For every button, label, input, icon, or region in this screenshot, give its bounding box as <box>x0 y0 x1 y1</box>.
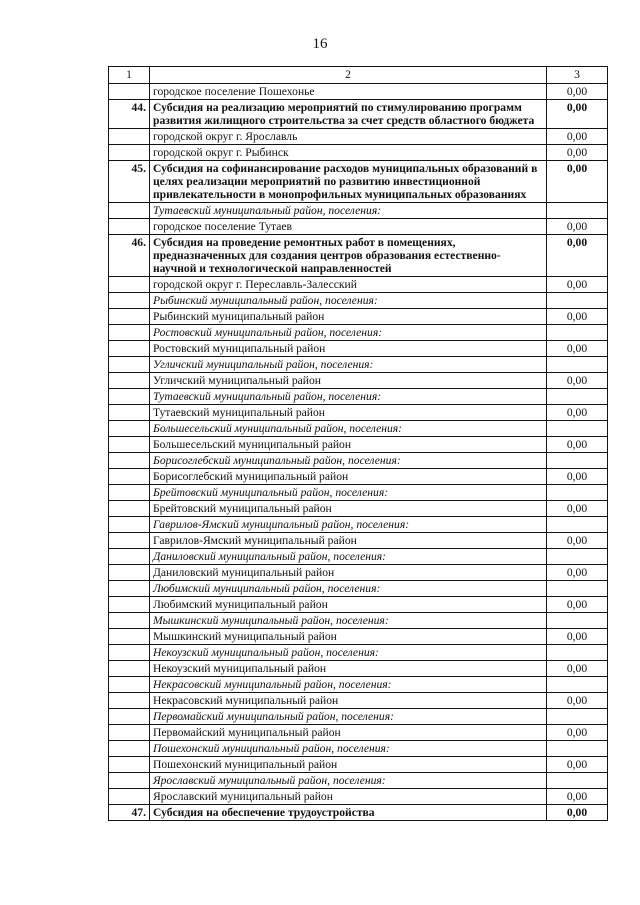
table-header-row <box>109 67 608 84</box>
row-number-cell <box>109 309 150 325</box>
row-description-cell: Рыбинский муниципальный район <box>150 309 547 325</box>
row-description-cell: Рыбинский муниципальный район, поселения: <box>150 293 547 309</box>
row-number-cell <box>109 389 150 405</box>
row-amount-cell: 0,00 <box>547 661 608 677</box>
row-number-cell <box>109 597 150 613</box>
row-description-cell: Ярославский муниципальный район <box>150 789 547 805</box>
table-row <box>109 145 608 161</box>
row-description-cell: Некрасовский муниципальный район, поселения: <box>150 677 547 693</box>
header-col-2: 2 <box>150 67 547 84</box>
row-number-cell <box>109 203 150 219</box>
row-description-cell: Мышкинский муниципальный район, поселения: <box>150 613 547 629</box>
row-amount-cell <box>547 549 608 565</box>
row-amount-cell: 0,00 <box>547 693 608 709</box>
table-row <box>109 325 608 341</box>
row-number-cell <box>109 325 150 341</box>
table-row <box>109 469 608 485</box>
row-number-cell <box>109 293 150 309</box>
table-row <box>109 725 608 741</box>
row-description-cell: Ярославский муниципальный район, поселения: <box>150 773 547 789</box>
row-description-cell: Угличский муниципальный район <box>150 373 547 389</box>
table-row <box>109 235 608 277</box>
table-row <box>109 773 608 789</box>
row-description-cell: городское поселение Пошехонье <box>150 84 547 100</box>
table-row <box>109 373 608 389</box>
row-description-cell: Пошехонский муниципальный район, поселения: <box>150 741 547 757</box>
table-row <box>109 161 608 203</box>
row-number-cell: 44. <box>109 100 150 129</box>
row-description-cell: городской округ г. Рыбинск <box>150 145 547 161</box>
row-amount-cell <box>547 645 608 661</box>
row-number-cell: 45. <box>109 161 150 203</box>
row-amount-cell: 0,00 <box>547 501 608 517</box>
row-number-cell <box>109 565 150 581</box>
row-amount-cell: 0,00 <box>547 219 608 235</box>
row-number-cell: 47. <box>109 805 150 821</box>
row-description-cell: Ростовский муниципальный район <box>150 341 547 357</box>
row-description-cell: Даниловский муниципальный район, поселения: <box>150 549 547 565</box>
row-amount-cell <box>547 453 608 469</box>
row-amount-cell: 0,00 <box>547 100 608 129</box>
table-row <box>109 357 608 373</box>
table-row <box>109 757 608 773</box>
row-number-cell <box>109 277 150 293</box>
row-description-cell: Даниловский муниципальный район <box>150 565 547 581</box>
table-row <box>109 405 608 421</box>
row-number-cell <box>109 549 150 565</box>
table-row <box>109 533 608 549</box>
row-amount-cell: 0,00 <box>547 437 608 453</box>
row-amount-cell: 0,00 <box>547 725 608 741</box>
row-description-cell: Гаврилов-Ямский муниципальный район, поселения: <box>150 517 547 533</box>
table-row <box>109 645 608 661</box>
row-amount-cell: 0,00 <box>547 84 608 100</box>
row-number-cell <box>109 773 150 789</box>
row-number-cell <box>109 533 150 549</box>
row-number-cell <box>109 661 150 677</box>
table-row <box>109 453 608 469</box>
row-number-cell <box>109 501 150 517</box>
row-description-cell: Некрасовский муниципальный район <box>150 693 547 709</box>
row-description-cell: Мышкинский муниципальный район <box>150 629 547 645</box>
row-number-cell <box>109 725 150 741</box>
row-amount-cell <box>547 517 608 533</box>
row-amount-cell <box>547 421 608 437</box>
row-number-cell <box>109 709 150 725</box>
row-description-cell: Субсидия на реализацию мероприятий по стимулированию программ развития жилищного строительства за счет средств областного бюджета <box>150 100 547 129</box>
row-amount-cell <box>547 325 608 341</box>
row-number-cell: 46. <box>109 235 150 277</box>
page-number: 16 <box>312 36 328 52</box>
row-number-cell <box>109 757 150 773</box>
table-row <box>109 277 608 293</box>
row-description-cell: Любимский муниципальный район, поселения: <box>150 581 547 597</box>
row-description-cell: Субсидия на обеспечение трудоустройства <box>150 805 547 821</box>
table-row <box>109 565 608 581</box>
row-description-cell: Любимский муниципальный район <box>150 597 547 613</box>
row-number-cell <box>109 421 150 437</box>
row-number-cell <box>109 405 150 421</box>
row-number-cell <box>109 437 150 453</box>
row-amount-cell: 0,00 <box>547 277 608 293</box>
row-number-cell <box>109 485 150 501</box>
row-description-cell: Борисоглебский муниципальный район, поселения: <box>150 453 547 469</box>
row-description-cell: Субсидия на проведение ремонтных работ в помещениях, предназначенных для создания центров образования естественно-научной и технологической направленностей <box>150 235 547 277</box>
row-number-cell <box>109 453 150 469</box>
row-description-cell: Брейтовский муниципальный район, поселения: <box>150 485 547 501</box>
row-amount-cell <box>547 613 608 629</box>
table-row <box>109 84 608 100</box>
row-amount-cell <box>547 773 608 789</box>
row-description-cell: Субсидия на софинансирование расходов муниципальных образований в целях реализации мероприятий по развитию инвестиционной привлекательности в монопрофильных муниципальных образованиях <box>150 161 547 203</box>
row-amount-cell: 0,00 <box>547 373 608 389</box>
header-col-3: 3 <box>547 67 608 84</box>
row-number-cell <box>109 341 150 357</box>
row-description-cell: Некоузский муниципальный район, поселения: <box>150 645 547 661</box>
row-amount-cell: 0,00 <box>547 235 608 277</box>
header-col-1: 1 <box>109 67 150 84</box>
row-amount-cell <box>547 389 608 405</box>
table-row <box>109 789 608 805</box>
subsidy-table <box>108 66 608 821</box>
table-row <box>109 581 608 597</box>
table-row <box>109 203 608 219</box>
row-description-cell: городское поселение Тутаев <box>150 219 547 235</box>
row-number-cell <box>109 129 150 145</box>
table-row <box>109 129 608 145</box>
row-description-cell: городской округ г. Ярославль <box>150 129 547 145</box>
table-row <box>109 293 608 309</box>
row-amount-cell: 0,00 <box>547 533 608 549</box>
table-row <box>109 389 608 405</box>
row-description-cell: Большесельский муниципальный район, поселения: <box>150 421 547 437</box>
row-amount-cell <box>547 709 608 725</box>
table-row <box>109 549 608 565</box>
row-description-cell: Брейтовский муниципальный район <box>150 501 547 517</box>
row-amount-cell: 0,00 <box>547 757 608 773</box>
row-description-cell: Угличский муниципальный район, поселения: <box>150 357 547 373</box>
row-description-cell: Тутаевский муниципальный район <box>150 405 547 421</box>
row-amount-cell: 0,00 <box>547 565 608 581</box>
row-number-cell <box>109 677 150 693</box>
row-amount-cell <box>547 203 608 219</box>
row-number-cell <box>109 789 150 805</box>
table-row <box>109 597 608 613</box>
row-number-cell <box>109 741 150 757</box>
table-row <box>109 100 608 129</box>
table-row <box>109 693 608 709</box>
table-row <box>109 661 608 677</box>
row-number-cell <box>109 693 150 709</box>
row-amount-cell: 0,00 <box>547 469 608 485</box>
row-number-cell <box>109 84 150 100</box>
row-description-cell: Ростовский муниципальный район, поселения: <box>150 325 547 341</box>
table-row <box>109 741 608 757</box>
row-number-cell <box>109 145 150 161</box>
row-description-cell: Борисоглебский муниципальный район <box>150 469 547 485</box>
table-row <box>109 309 608 325</box>
row-number-cell <box>109 645 150 661</box>
row-description-cell: Первомайский муниципальный район, поселения: <box>150 709 547 725</box>
row-amount-cell <box>547 293 608 309</box>
table-row <box>109 421 608 437</box>
row-description-cell: Некоузский муниципальный район <box>150 661 547 677</box>
row-amount-cell: 0,00 <box>547 161 608 203</box>
row-amount-cell <box>547 741 608 757</box>
row-number-cell <box>109 613 150 629</box>
row-description-cell: Пошехонский муниципальный район <box>150 757 547 773</box>
row-amount-cell <box>547 485 608 501</box>
table-row <box>109 629 608 645</box>
table-row <box>109 709 608 725</box>
row-amount-cell <box>547 677 608 693</box>
table-row <box>109 613 608 629</box>
row-number-cell <box>109 219 150 235</box>
row-amount-cell: 0,00 <box>547 129 608 145</box>
table-row <box>109 219 608 235</box>
row-description-cell: Гаврилов-Ямский муниципальный район <box>150 533 547 549</box>
table-row <box>109 485 608 501</box>
row-amount-cell: 0,00 <box>547 789 608 805</box>
row-number-cell <box>109 581 150 597</box>
row-amount-cell: 0,00 <box>547 629 608 645</box>
row-amount-cell: 0,00 <box>547 405 608 421</box>
row-amount-cell <box>547 581 608 597</box>
row-amount-cell <box>547 357 608 373</box>
table-row <box>109 517 608 533</box>
row-number-cell <box>109 517 150 533</box>
row-amount-cell: 0,00 <box>547 805 608 821</box>
row-description-cell: Первомайский муниципальный район <box>150 725 547 741</box>
row-amount-cell: 0,00 <box>547 145 608 161</box>
table-row <box>109 437 608 453</box>
row-number-cell <box>109 373 150 389</box>
table-row <box>109 805 608 821</box>
row-description-cell: Тутаевский муниципальный район, поселения: <box>150 389 547 405</box>
row-number-cell <box>109 469 150 485</box>
row-description-cell: городской округ г. Переславль-Залесский <box>150 277 547 293</box>
row-description-cell: Большесельский муниципальный район <box>150 437 547 453</box>
row-description-cell: Тутаевский муниципальный район, поселения: <box>150 203 547 219</box>
table-row <box>109 677 608 693</box>
row-amount-cell: 0,00 <box>547 597 608 613</box>
table-row <box>109 501 608 517</box>
row-amount-cell: 0,00 <box>547 309 608 325</box>
row-amount-cell: 0,00 <box>547 341 608 357</box>
row-number-cell <box>109 357 150 373</box>
table-row <box>109 341 608 357</box>
row-number-cell <box>109 629 150 645</box>
